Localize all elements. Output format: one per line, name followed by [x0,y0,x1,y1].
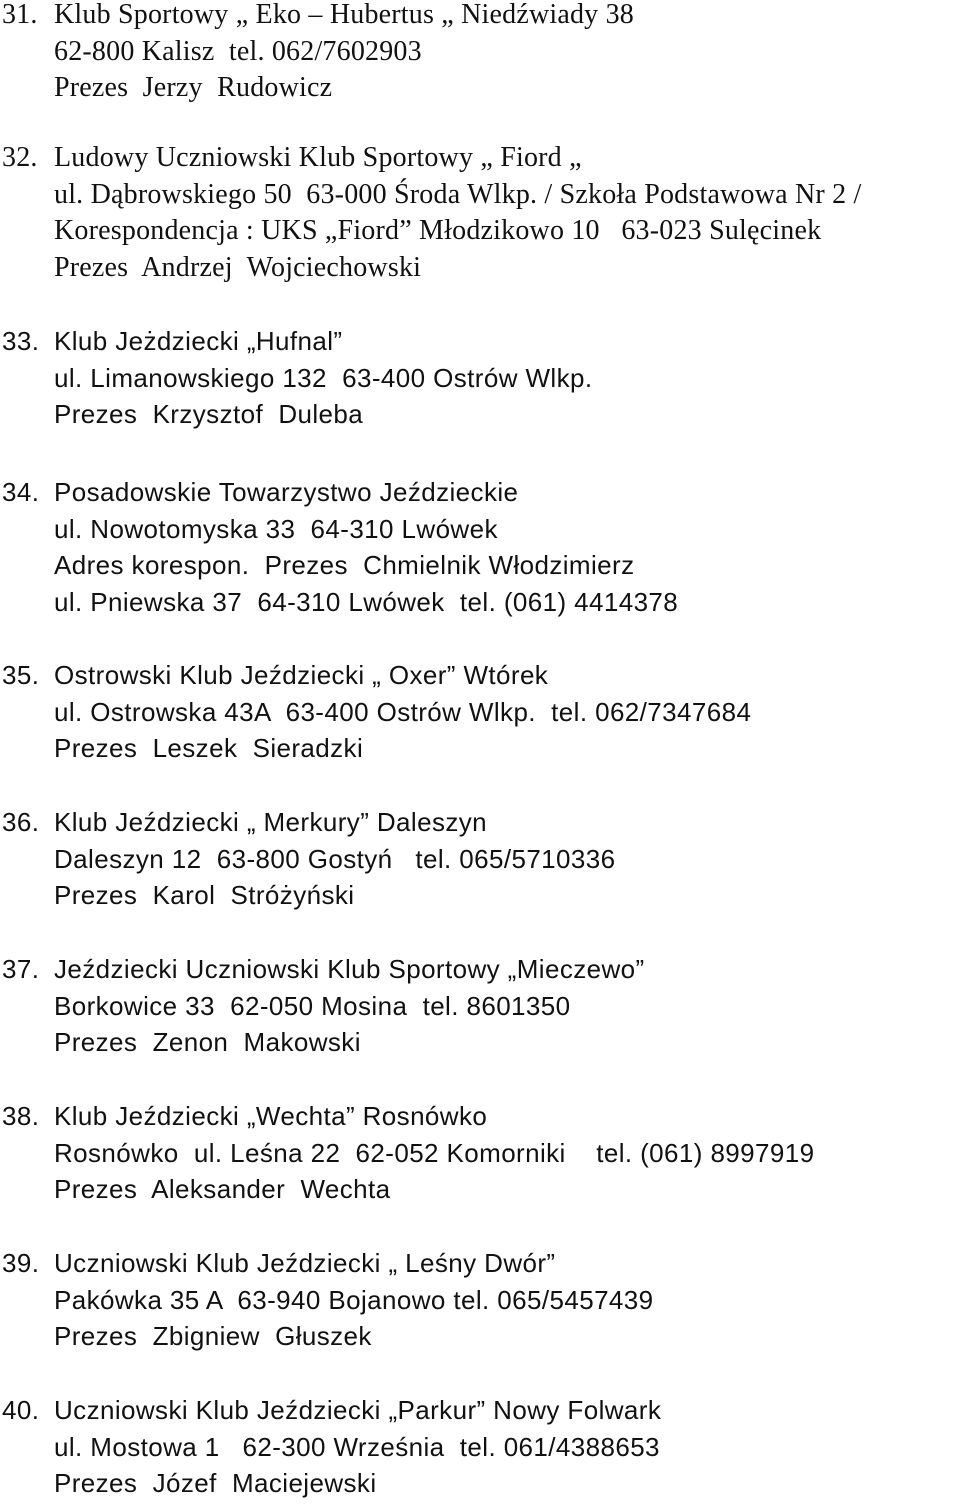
club-entry-title-line [0,323,960,360]
club-president-line: Prezes Zenon Makowski [54,1027,361,1058]
entry-number: 37. [2,954,40,984]
entry-number: 34. [2,477,40,507]
club-entry-title-line [0,1245,960,1282]
club-president-line: Prezes Zbigniew Głuszek [54,1321,372,1352]
club-entry-title-line [0,0,960,34]
club-correspondence-line: Korespondencja : UKS „Fiord” Młodzikowo 10 63-023 Sulęcinek [54,215,822,247]
club-entry-title-line [0,804,960,841]
club-address-line: ul. Limanowskiego 132 63-400 Ostrów Wlkp. [54,362,593,393]
club-name: Ludowy Uczniowski Klub Sportowy „ Fiord „ [54,142,582,173]
club-correspondence-line: Adres korespon. Prezes Chmielnik Włodzimierz [54,550,635,581]
club-address-line: ul. Nowotomyska 33 64-310 Lwówek [54,513,498,544]
entry-number: 38. [2,1101,40,1131]
club-name: Klub Jeździecki „Wechta” Rosnówko [54,1101,488,1131]
club-contact-line: ul. Pniewska 37 64-310 Lwówek tel. (061) 4414378 [54,586,679,617]
club-entry-title-line [0,1098,960,1135]
club-name: Uczniowski Klub Jeździecki „Parkur” Nowy Folwark [54,1395,662,1425]
club-name: Uczniowski Klub Jeździecki „ Leśny Dwór” [54,1248,556,1278]
club-entry-title-line [0,657,960,694]
club-name: Jeździecki Uczniowski Klub Sportowy „Mieczewo” [54,954,645,984]
club-president-line: Prezes Andrzej Wojciechowski [54,251,422,283]
club-address-line: Daleszyn 12 63-800 Gostyń tel. 065/5710336 [54,843,616,874]
club-entry-38 [0,1098,960,1208]
club-name: Ostrowski Klub Jeździecki „ Oxer” Wtórek [54,660,549,690]
club-president-line: Prezes Jerzy Rudowicz [54,72,333,104]
club-name: Klub Sportowy „ Eko – Hubertus „ Niedźwiady 38 [54,0,634,30]
club-entry-36 [0,804,960,914]
club-entry-title-line [0,1392,960,1429]
club-entry-35 [0,657,960,767]
club-entry-40 [0,1392,960,1502]
club-entry-37 [0,951,960,1061]
club-president-line: Prezes Józef Maciejewski [54,1468,377,1499]
club-name: Klub Jeżdziecki „Hufnal” [54,326,343,356]
club-entry-34 [0,474,960,620]
club-address-line: 62-800 Kalisz tel. 062/7602903 [54,35,422,67]
club-name: Klub Jeździecki „ Merkury” Daleszyn [54,807,488,837]
club-president-line: Prezes Karol Stróżyński [54,880,355,911]
club-address-line: Rosnówko ul. Leśna 22 62-052 Komorniki tel. (061) 8997919 [54,1137,815,1168]
club-address-line: ul. Dąbrowskiego 50 63-000 Środa Wlkp. / Szkoła Podstawowa Nr 2 / [54,178,862,210]
entry-number: 36. [2,807,40,837]
club-president-line: Prezes Leszek Sieradzki [54,733,364,764]
club-address-line: ul. Mostowa 1 62-300 Września tel. 061/4388653 [54,1431,660,1462]
club-address-line: Pakówka 35 A 63-940 Bojanowo tel. 065/5457439 [54,1284,654,1315]
entry-number: 31. [2,0,38,30]
club-name: Posadowskie Towarzystwo Jeździeckie [54,477,519,507]
club-president-line: Prezes Krzysztof Duleba [54,399,364,430]
entry-number: 33. [2,326,40,356]
club-entry-title-line [0,474,960,511]
club-entry-33 [0,323,960,433]
club-president-line: Prezes Aleksander Wechta [54,1174,391,1205]
club-entry-39 [0,1245,960,1355]
entry-number: 35. [2,660,40,690]
entry-number: 40. [2,1395,40,1425]
club-entry-title-line [0,140,960,177]
club-address-line: Borkowice 33 62-050 Mosina tel. 8601350 [54,990,571,1021]
club-entry-title-line [0,951,960,988]
club-entry-31 [0,0,960,107]
club-entry-32 [0,140,960,286]
club-address-line: ul. Ostrowska 43A 63-400 Ostrów Wlkp. tel. 062/7347684 [54,696,752,727]
entry-number: 32. [2,142,38,173]
entry-number: 39. [2,1248,40,1278]
